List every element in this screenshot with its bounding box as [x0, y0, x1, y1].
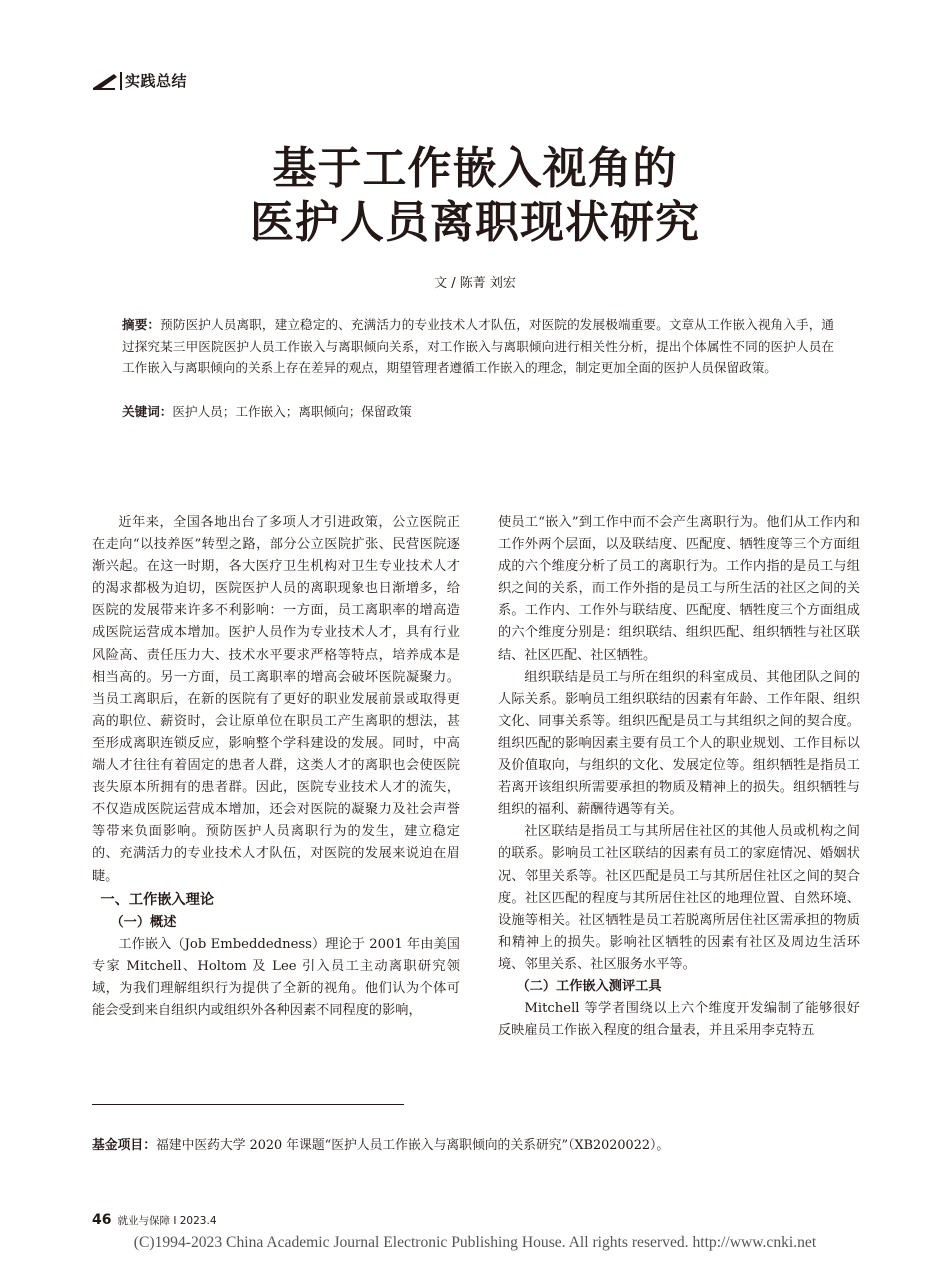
funding-text: 福建中医药大学 2020 年课题“医护人员工作嵌入与离职倾向的关系研究”（XB2020022）。	[155, 1138, 670, 1153]
paragraph: 社区联结是指员工与其所居住社区的其他人员或机构之间的联系。影响员工社区联结的因素有员工的家庭情况、婚姻状况、邻里关系等。社区匹配是员工与其所居住社区之间的契合度。社区匹配的程度与其所居住社区的地理位置、自然环境、设施等相关。社区牺牲是员工若脱离所居住社区需承担的物质和精神上的损失。影响社区牺牲的因素有社区及周边生活环境、邻里关系、社区服务水平等。	[498, 824, 860, 972]
section-heading: 一、工作嵌入理论	[100, 891, 215, 908]
abstract-label: 摘要：	[122, 317, 161, 332]
paragraph: 组织联结是员工与所在组织的科室成员、其他团队之间的人际关系。影响员工组织联结的因素有年龄、工作年限、组织文化、同事关系等。组织匹配是员工与其组织之间的契合度。组织匹配的影响因素主要有员工个人的职业规划、工作目标以及价值取向，与组织的文化、发展定位等。组织牺牲是指员工若离开该组织所需要承担的物质及精神上的损失。组织牺牲与组织的福利、薪酬待遇等有关。	[498, 669, 860, 818]
paragraph: 工作嵌入（Job Embeddedness）理论于 2001 年由美国专家 Mitchell、Holtom 及 Lee 引入员工主动离职研究领域，为我们理解组织行为提供了全新的视角。他们认为个体可能会受到来自组织内或组织外各种因素不同程度的影响，	[92, 936, 460, 1018]
funding-label: 基金项目：	[92, 1138, 156, 1153]
subsection-heading: （二）工作嵌入测评工具	[516, 978, 662, 994]
body-column-left	[92, 512, 460, 1022]
pen-icon	[92, 72, 118, 90]
page-number: 46	[92, 1212, 112, 1228]
abstract	[122, 314, 834, 379]
copyright-notice: (C)1994-2023 China Academic Journal Electronic Publishing House. All rights reserved. http://www.cnki.net	[133, 1234, 817, 1251]
paragraph: 近年来，全国各地出台了多项人才引进政策，公立医院正在走向“以技养医”转型之路，部分公立医院扩张、民营医院逐渐兴起。在这一时期，各大医疗卫生机构对卫生专业技术人才的渴求都极为迫切，医院医护人员的离职现象也日渐增多，给医院的发展带来许多不利影响：一方面，员工离职率的增高造成医院运营成本增加。医护人员作为专业技术人才，具有行业风险高、责任压力大、技术水平要求严格等特点，培养成本是相当高的。另一方面，员工离职率的增高会破坏医院凝聚力。当员工离职后，在新的医院有了更好的职业发展前景或取得更高的职位、薪资时，会让原单位在职员工产生离职的想法，甚至形成离职连锁反应，影响整个学科建设的发展。同时，中高端人才往往有着固定的患者人群，这类人才的离职也会使医院丧失原本所拥有的患者群。因此，医院专业技术人才的流失，不仅造成医院运营成本增加，还会对医院的凝聚力及社会声誉等带来负面影响。预防医护人员离职行为的发生，建立稳定的、充满活力的专业技术人才队伍，对医院的发展来说迫在眉睫。	[92, 515, 460, 884]
title-line-1: 基于工作嵌入视角的	[272, 143, 678, 194]
funding-note	[92, 1136, 872, 1156]
page-footer	[92, 1212, 217, 1228]
section-tag-divider	[120, 72, 122, 90]
paragraph: 使员工“嵌入”到工作中而不会产生离职行为。他们从工作内和工作外两个层面，以及联结度、匹配度、牺牲度等三个方面组成的六个维度分析了员工的离职行为。工作内指的是员工与组织之间的关系，而工作外指的是员工与所生活的社区之间的关系。工作内、工作外与联结度、匹配度、牺牲度三个方面组成的六个维度分别是：组织联结、组织匹配、组织牺牲与社区联结、社区匹配、社区牺牲。	[498, 515, 860, 663]
byline: 文 / 陈菁 刘宏	[434, 276, 516, 291]
section-label: 实践总结	[125, 72, 188, 90]
subsection-heading: （一）概述	[110, 914, 177, 930]
section-tag	[92, 70, 187, 91]
body-column-right	[498, 512, 860, 1042]
article-title	[0, 142, 950, 250]
keywords-text: 医护人员；工作嵌入；离职倾向；保留政策	[172, 404, 412, 419]
journal-info: 就业与保障 I 2023.4	[117, 1215, 217, 1227]
keywords-label: 关键词：	[122, 404, 173, 419]
keywords	[122, 401, 834, 423]
title-line-2: 医护人员离职现状研究	[250, 197, 700, 248]
footnote-divider	[92, 1104, 404, 1105]
abstract-text: 预防医护人员离职，建立稳定的、充满活力的专业技术人才队伍，对医院的发展极端重要。文章从工作嵌入视角入手，通过探究某三甲医院医护人员工作嵌入与离职倾向关系，对工作嵌入与离职倾向进行相关性分析，提出个体属性不同的医护人员在工作嵌入与离职倾向的关系上存在差异的观点，期望管理者遵循工作嵌入的理念，制定更加全面的医护人员保留政策。	[122, 317, 835, 375]
paragraph: Mitchell 等学者围绕以上六个维度开发编制了能够很好反映雇员工作嵌入程度的组合量表，并且采用李克特五	[498, 1001, 860, 1039]
